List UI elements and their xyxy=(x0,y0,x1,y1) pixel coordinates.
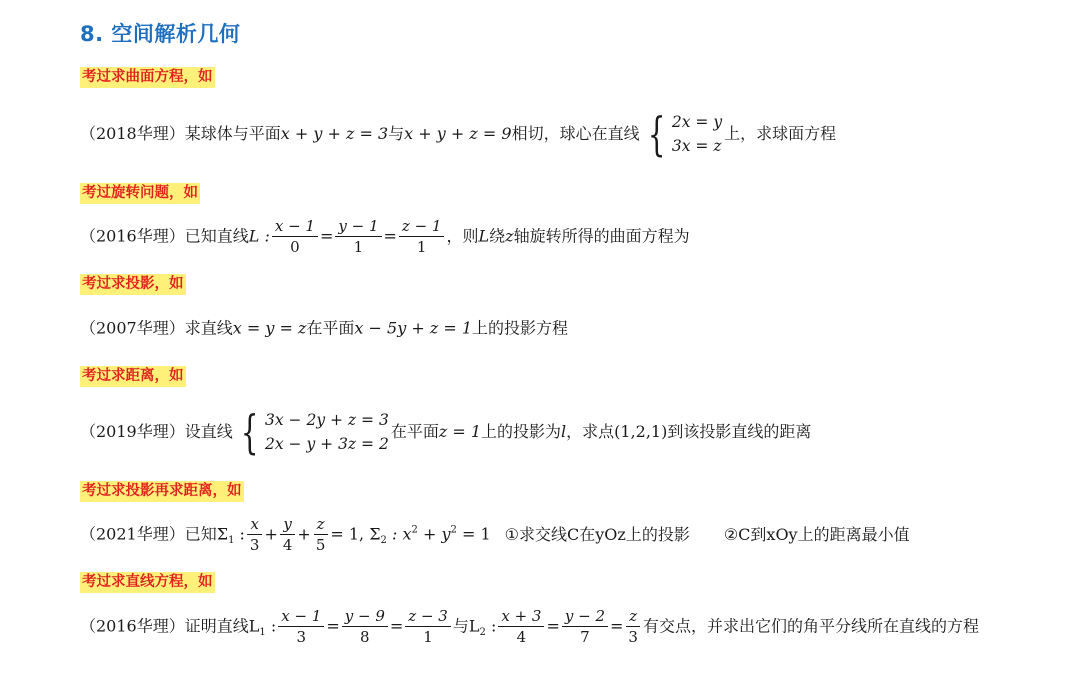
problem-text: 与L xyxy=(452,616,480,636)
problem-text: 求直线 xyxy=(184,318,233,338)
problem-text: L xyxy=(478,226,490,246)
problem-text: 上的投影为 xyxy=(481,422,562,441)
problem-text: 已知直线 xyxy=(184,226,249,246)
superscript: 2 xyxy=(450,524,457,536)
problem-text: : xyxy=(234,524,245,544)
problem-text: 相切，球心在直线 xyxy=(511,124,640,143)
problem-text: ，则 xyxy=(446,226,479,246)
section-tag-line-equation: 考过求直线方程，如 xyxy=(80,572,215,593)
problem-year: （2016华理） xyxy=(80,616,185,636)
equation: x + y + z = 9 xyxy=(404,124,512,143)
subscript: 1 xyxy=(259,627,266,639)
section-tag-rotation: 考过旋转问题，如 xyxy=(80,183,200,204)
fraction: $\frac{x + 3}{4}$ xyxy=(498,606,544,647)
page-title: 8. 空间解析几何 xyxy=(80,22,241,46)
fraction: $\frac{z}{5}$ xyxy=(313,514,329,555)
problem-text: 轴旋转所得的曲面方程为 xyxy=(513,226,690,246)
fraction: $\frac{x}{3}$ xyxy=(247,514,263,555)
problem-2007 xyxy=(80,318,568,339)
problem-2021: （2021华理）已知$\Sigma_1$ : $\frac{x}{3}$ + $\frac{y}{4}$ + $\frac{z}{5}$ = 1, $\Sigma_2$ : $x^2 + y^2 = 1$ ①求交线C在yOz上的投影 ②C到xOy上的距离最小值 xyxy=(80,515,910,554)
problem-text: 上的投影方程 xyxy=(472,318,569,338)
equation: x = y = z xyxy=(232,318,307,338)
equation: x + y + z = 3 xyxy=(280,124,389,143)
system-line: 2x − y + 3z = 2 xyxy=(265,435,389,453)
fraction: $\frac{y - 9}{8}$ xyxy=(342,606,388,647)
problem-2019 xyxy=(80,405,812,459)
system-line: 3x − 2y + z = 3 xyxy=(265,411,389,429)
problem-year: （2021华理） xyxy=(80,524,185,544)
fraction: $\frac{x - 1}{0}$ xyxy=(272,216,318,257)
problem-text: 在平面 xyxy=(390,422,439,441)
fraction: $\frac{y - 1}{1}$ xyxy=(335,216,381,257)
problem-year: （2016华理） xyxy=(80,226,185,246)
problem-year: （2019华理） xyxy=(80,422,185,441)
subscript: 1 xyxy=(228,535,235,547)
problem-text: : x xyxy=(386,524,412,544)
problem-text: 证明直线L xyxy=(184,616,260,636)
problem-text: l xyxy=(561,422,567,441)
fraction: $\frac{z - 3}{1}$ xyxy=(405,606,451,647)
problem-text: 已知Σ xyxy=(184,524,229,544)
problem-text: ，求点(1,2,1)到该投影直线的距离 xyxy=(566,422,812,441)
section-tag-projection: 考过求投影，如 xyxy=(80,274,186,295)
section-tag-distance: 考过求距离，如 xyxy=(80,366,186,387)
section-tag-surface-equation: 考过求曲面方程，如 xyxy=(80,67,215,88)
question-1: ①求交线C在yOz上的投影 xyxy=(504,524,690,544)
superscript: 2 xyxy=(411,524,418,536)
problem-text: 上，求球面方程 xyxy=(724,124,837,143)
problem-text: 设直线 xyxy=(184,422,233,441)
problem-2018 xyxy=(80,107,837,161)
problem-text: 绕 xyxy=(489,226,506,246)
problem-text: 某球体与平面 xyxy=(184,124,281,143)
question-2: ②C到xOy上的距离最小值 xyxy=(723,524,910,544)
section-tag-projection-distance: 考过求投影再求距离，如 xyxy=(80,481,244,502)
problem-text: = 1 xyxy=(456,524,491,544)
problem-text: 有交点，并求出它们的角平分线所在直线的方程 xyxy=(642,616,979,636)
left-brace: { xyxy=(240,405,259,459)
fraction: $\frac{y}{4}$ xyxy=(280,514,296,555)
problem-2016-line: （2016华理）证明直线$L_1$ : $\frac{x - 1}{3}$ = $\frac{y - 9}{8}$ = $\frac{z - 3}{1}$ 与$L_2$ : $\frac{x + 3}{4}$ = $\frac{y - 2}{7}$ = $\frac{z}{3}$ 有交点，并求出它们的角平分线所在直线的方程 xyxy=(80,607,979,646)
system-line: 2x = y xyxy=(671,113,723,131)
problem-text: = 1, Σ xyxy=(330,524,381,544)
subscript: 2 xyxy=(380,535,387,547)
fraction: $\frac{y - 2}{7}$ xyxy=(562,606,608,647)
equation-system xyxy=(642,107,723,161)
problem-text: 在平面 xyxy=(306,318,355,338)
problem-year: （2018华理） xyxy=(80,124,185,143)
problem-text: 与 xyxy=(388,124,405,143)
fraction: $\frac{x - 1}{3}$ xyxy=(278,606,324,647)
fraction: $\frac{z - 1}{1}$ xyxy=(399,216,445,257)
problem-text: z xyxy=(505,226,514,246)
equation-system xyxy=(235,405,389,459)
fraction: $\frac{z}{3}$ xyxy=(625,606,641,647)
left-brace: { xyxy=(647,107,666,161)
equation: x − 5y + z = 1 xyxy=(354,318,473,338)
equation: z = 1 xyxy=(438,422,482,441)
problem-year: （2007华理） xyxy=(80,318,185,338)
subscript: 2 xyxy=(479,627,486,639)
system-line: 3x = z xyxy=(671,137,722,155)
problem-2016-rotation: （2016华理）已知直线L : $\frac{x - 1}{0}$ = $\frac{y - 1}{1}$ = $\frac{z - 1}{1}$ ，则L绕z轴旋转所得的曲面方程为 xyxy=(80,217,690,256)
line-name: L : xyxy=(248,226,270,246)
problem-text: + y xyxy=(417,524,451,544)
